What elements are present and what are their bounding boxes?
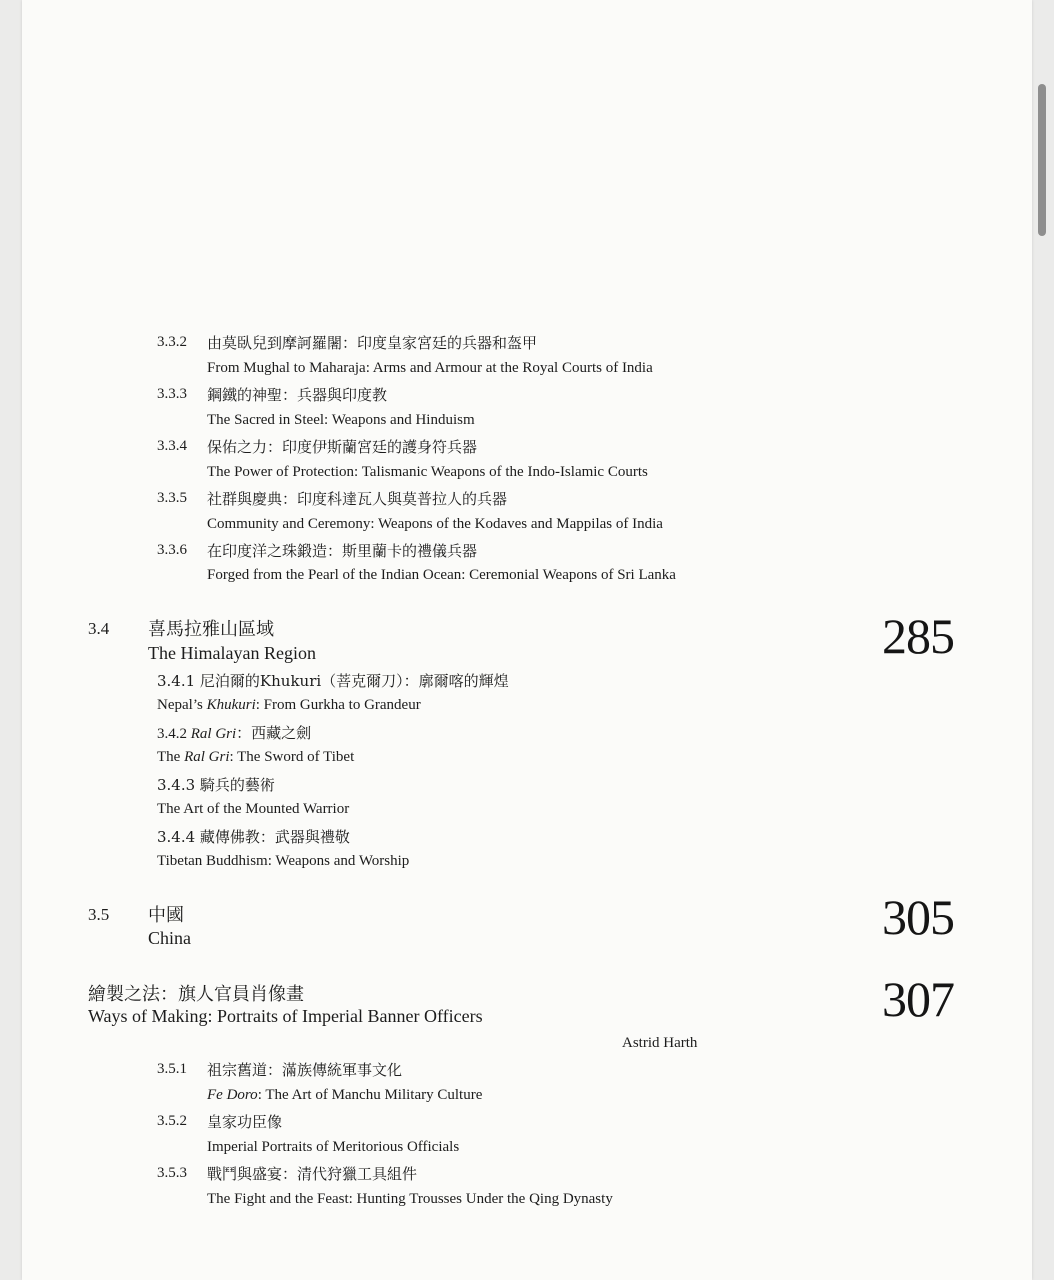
section-title-zh: 祖宗舊道：滿族傳統軍事文化	[207, 1061, 403, 1079]
page-number: 285	[882, 608, 954, 664]
section-title-en: Nepal’s Khukuri: From Gurkha to Grandeur	[157, 697, 421, 713]
chapter-number: 3.4	[88, 619, 110, 638]
section-title-en: The Ral Gri: The Sword of Tibet	[157, 749, 355, 765]
essay-title-en: Ways of Making: Portraits of Imperial Banner Officers	[88, 1006, 483, 1026]
page-number: 307	[882, 971, 954, 1027]
section-number: 3.3.6	[157, 542, 187, 558]
section-title-zh: 保佑之力：印度伊斯蘭宮廷的護身符兵器	[207, 438, 478, 456]
section-title-zh: 戰鬥與盛宴：清代狩獵工具組件	[207, 1165, 418, 1183]
section-title-en: Fe Doro: The Art of Manchu Military Culture	[207, 1087, 483, 1103]
section-title-zh: 3.4.2 Ral Gri：西藏之劍	[157, 724, 312, 742]
section-number: 3.3.4	[157, 438, 187, 454]
section-title-zh: 在印度洋之珠鍛造：斯里蘭卡的禮儀兵器	[207, 542, 478, 560]
section-number: 3.3.3	[157, 386, 187, 402]
section-title-zh: 3.4.3 騎兵的藝術	[157, 776, 275, 794]
chapter-title-zh: 喜馬拉雅山區域	[148, 619, 274, 640]
section-title-en: Imperial Portraits of Meritorious Officials	[207, 1139, 460, 1155]
section-number: 3.3.2	[157, 334, 187, 350]
section-title-zh: 3.4.4 藏傳佛教：武器與禮敬	[157, 828, 350, 846]
author-name: Astrid Harth	[622, 1035, 698, 1051]
essay-title-zh: 繪製之法：旗人官員肖像畫	[88, 984, 304, 1005]
section-number: 3.5.2	[157, 1113, 187, 1129]
chapter-number: 3.5	[88, 905, 110, 924]
section-title-zh: 皇家功臣像	[207, 1113, 283, 1131]
chapter-title-en: The Himalayan Region	[148, 643, 316, 663]
section-title-en: From Mughal to Maharaja: Arms and Armour at the Royal Courts of India	[207, 360, 653, 376]
section-number: 3.5.1	[157, 1061, 187, 1077]
chapter-title-en: China	[148, 928, 191, 948]
section-title-en: Community and Ceremony: Weapons of the Kodaves and Mappilas of India	[207, 516, 663, 532]
section-number: 3.5.3	[157, 1165, 187, 1181]
section-title-zh: 社群與慶典：印度科達瓦人與莫普拉人的兵器	[207, 490, 508, 508]
section-title-en: Forged from the Pearl of the Indian Ocean: Ceremonial Weapons of Sri Lanka	[207, 567, 676, 583]
section-title-zh: 由莫臥兒到摩訶羅闍：印度皇家宮廷的兵器和盔甲	[207, 334, 538, 352]
section-number: 3.3.5	[157, 490, 187, 506]
section-title-zh: 3.4.1 尼泊爾的Khukuri（菩克爾刀）：廓爾喀的輝煌	[157, 672, 509, 690]
chapter-title-zh: 中國	[148, 905, 184, 926]
section-title-en: The Sacred in Steel: Weapons and Hinduism	[207, 412, 475, 428]
section-title-en: The Art of the Mounted Warrior	[157, 801, 350, 817]
page-number: 305	[882, 889, 954, 945]
section-title-zh: 鋼鐵的神聖：兵器與印度教	[207, 386, 388, 404]
section-title-en: The Power of Protection: Talismanic Weapons of the Indo-Islamic Courts	[207, 464, 648, 480]
section-title-en: The Fight and the Feast: Hunting Trousses Under the Qing Dynasty	[207, 1191, 613, 1207]
scrollbar[interactable]	[1038, 84, 1046, 236]
section-title-en: Tibetan Buddhism: Weapons and Worship	[157, 853, 410, 869]
